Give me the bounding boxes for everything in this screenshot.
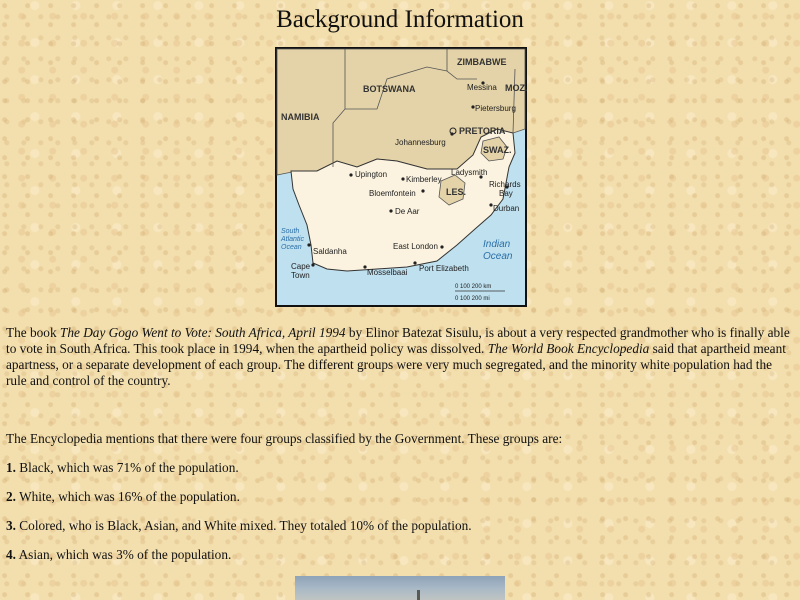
intro-text-2: by Elinor Batezat Sisulu, is about a very respected grandmother who is finally able to vote in South Africa. This took place in 1994, when the apartheid policy was dissolved. (6, 325, 790, 356)
intro-text-3: said that apartheid meant apartness, or a separate development of each group. The different groups were very much segregated, and the minority white population had the rule and control of the country. (6, 341, 786, 388)
map-city-east-london: East London (393, 242, 438, 251)
map-water-south: South (281, 228, 300, 235)
map-city-kimberley: Kimberley (406, 175, 442, 184)
group-number: 2. (6, 489, 16, 504)
group-text: Colored, who is Black, Asian, and White mixed. They totaled 10% of the population. (15, 518, 472, 533)
map-city-durban: Durban (493, 204, 520, 213)
map-scale-km: 0 100 200 km (455, 284, 492, 290)
encyclopedia-title: The World Book Encyclopedia (487, 341, 650, 356)
page-title: Background Information (276, 6, 524, 33)
group-number: 3. (6, 518, 16, 533)
map-city-port-elizabeth: Port Elizabeth (419, 264, 469, 273)
group-number: 4. (6, 547, 16, 562)
photo (295, 576, 505, 600)
book-title: The Day Gogo Went to Vote: South Africa, April 1994 (59, 325, 346, 340)
map-water-ocean-indian: Ocean (483, 251, 513, 262)
map-city-ladysmith: Ladysmith (451, 168, 488, 177)
map-city-messina: Messina (467, 83, 497, 92)
map-label-botswana: BOTSWANA (363, 84, 416, 94)
map-city-pietersburg: Pietersburg (475, 104, 516, 113)
group-item (6, 489, 240, 505)
map-city-richards: Richards (489, 180, 521, 189)
intro-paragraph (6, 325, 796, 389)
map-water-indian: Indian (483, 239, 511, 250)
group-item (6, 547, 231, 563)
map-city-upington: Upington (355, 170, 388, 179)
map-city-bloemfontein: Bloemfontein (369, 189, 416, 198)
group-item (6, 460, 239, 476)
map-city-saldanha: Saldanha (313, 247, 347, 256)
map-label-moz: MOZ. (505, 83, 528, 93)
map-city-de-aar: De Aar (395, 207, 420, 216)
intro-text-1: The book (6, 325, 60, 340)
map-city-bay: Bay (499, 189, 513, 198)
map-water-ocean-atlantic: Ocean (281, 244, 302, 251)
south-africa-map (275, 47, 527, 307)
map-scale-mi: 0 100 200 mi (455, 296, 490, 302)
groups-intro-paragraph: The Encyclopedia mentions that there were four groups classified by the Government. These groups are: (6, 431, 563, 446)
map-water-atlantic: Atlantic (281, 236, 304, 243)
map-label-namibia: NAMIBIA (281, 112, 320, 122)
group-number: 1. (6, 460, 16, 475)
map-city-pretoria: PRETORIA (459, 126, 506, 136)
group-text: White, which was 16% of the population. (15, 489, 240, 504)
group-text: Black, which was 71% of the population. (15, 460, 239, 475)
map-label-swaz: SWAZ. (483, 145, 512, 155)
map-city-johannesburg: Johannesburg (395, 138, 446, 147)
group-item (6, 518, 472, 534)
map-label-les: LES. (446, 187, 467, 197)
map-city-mosselbaai: Mosselbaai (367, 268, 408, 277)
map-label-zimbabwe: ZIMBABWE (457, 57, 507, 67)
map-city-cape: Cape (291, 262, 311, 271)
group-text: Asian, which was 3% of the population. (15, 547, 232, 562)
photo-detail (417, 590, 420, 600)
map-city-town: Town (291, 271, 310, 280)
